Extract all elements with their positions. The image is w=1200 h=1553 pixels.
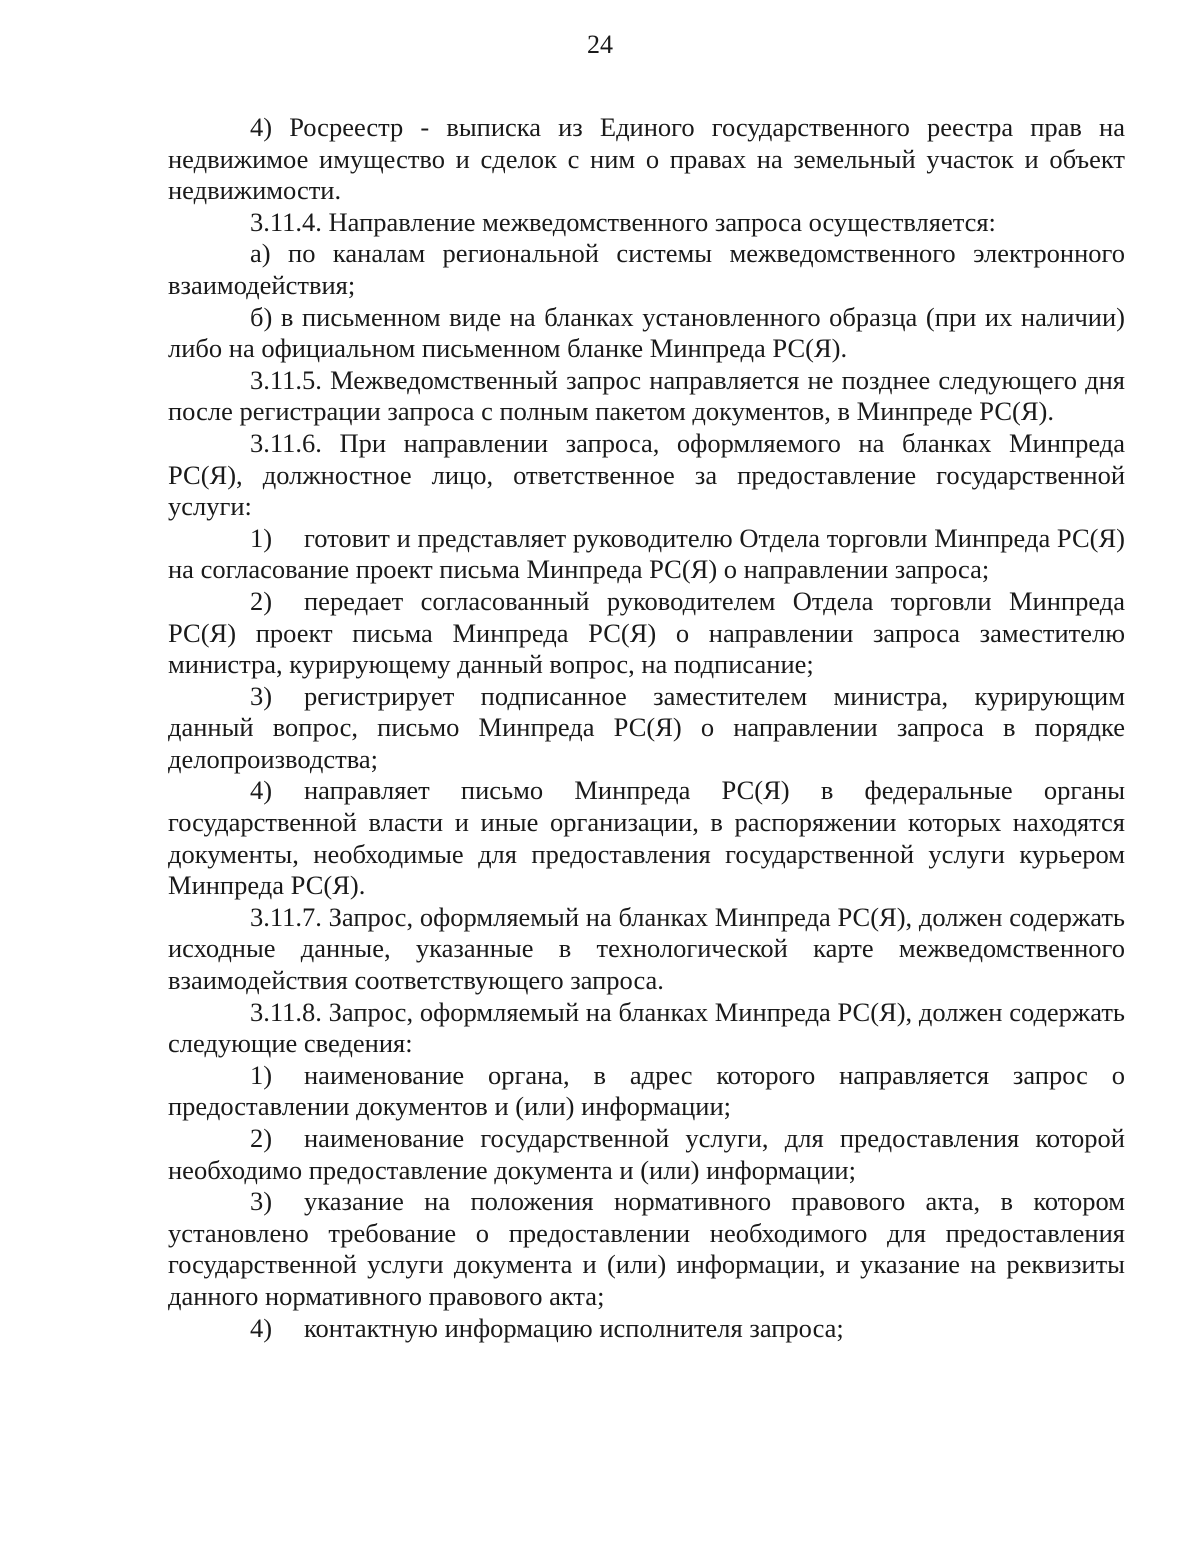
list-item bbox=[168, 1313, 1125, 1345]
paragraph-text: б) в письменном виде на бланках установленного образца (при их наличии) либо на официальном письменном бланке Минпреда РС(Я). bbox=[168, 301, 1125, 364]
paragraph-text: 4) Росреестр - выписка из Единого государственного реестра прав на недвижимое имущество и сделок с ним о правах на земельный участок и объект недвижимости. bbox=[168, 112, 1125, 206]
paragraph bbox=[168, 365, 1125, 428]
paragraph bbox=[168, 902, 1125, 997]
list-item bbox=[168, 523, 1125, 586]
paragraph-text: 3.11.5. Межведомственный запрос направляется не позднее следующего дня после регистрации запроса с полным пакетом документов, в Минпреде РС(Я). bbox=[168, 364, 1125, 427]
list-item bbox=[168, 1060, 1125, 1123]
list-marker: 2) bbox=[250, 585, 273, 616]
list-item-text: наименование государственной услуги, для предоставления которой необходимо предоставление документа и (или) информации; bbox=[168, 1123, 1125, 1185]
paragraph-text: а) по каналам региональной системы межведомственного электронного взаимодействия; bbox=[168, 238, 1125, 300]
list-marker: 3) bbox=[250, 680, 273, 711]
list-item-text: наименование органа, в адрес которого направляется запрос о предоставлении документов и (или) информации; bbox=[168, 1059, 1125, 1122]
paragraph bbox=[168, 302, 1125, 365]
list-marker: 1) bbox=[250, 522, 273, 553]
page-number: 24 bbox=[587, 30, 613, 59]
list-item-text: указание на положения нормативного правового акта, в котором установлено требование о предоставлении необходимого для предоставления государственной услуги документа и (или) информации, и указание на реквизиты данного нормативного правового акта; bbox=[168, 1186, 1125, 1311]
paragraph bbox=[168, 207, 1125, 239]
list-item-text: передает согласованный руководителем Отдела торговли Минпреда РС(Я) проект письма Минпреда РС(Я) о направлении запроса заместителю министра, курирующему данный вопрос, на подписание; bbox=[168, 585, 1125, 680]
list-item-text: контактную информацию исполнителя запроса; bbox=[304, 1312, 844, 1343]
list-item-text: направляет письмо Минпреда РС(Я) в федеральные органы государственной власти и иные организации, в распоряжении которых находятся документы, необходимые для предоставления государственной услуги курьером Минпреда РС(Я). bbox=[168, 775, 1125, 901]
paragraph bbox=[168, 112, 1125, 207]
list-item bbox=[168, 681, 1125, 776]
list-marker: 1) bbox=[250, 1059, 273, 1090]
list-marker: 3) bbox=[250, 1186, 273, 1217]
list-marker: 4) bbox=[250, 1312, 273, 1343]
paragraph bbox=[168, 238, 1125, 301]
paragraph-text: 3.11.7. Запрос, оформляемый на бланках Минпреда РС(Я), должен содержать исходные данные, указанные в технологической карте межведомственного взаимодействия соответствующего запроса. bbox=[168, 901, 1125, 996]
list-item-text: регистрирует подписанное заместителем министра, курирующим данный вопрос, письмо Минпреда РС(Я) о направлении запроса в порядке делопроизводства; bbox=[168, 680, 1125, 774]
paragraph bbox=[168, 997, 1125, 1060]
paragraph bbox=[168, 428, 1125, 523]
list-item bbox=[168, 1186, 1125, 1312]
paragraph-text: 3.11.8. Запрос, оформляемый на бланках Минпреда РС(Я), должен содержать следующие сведения: bbox=[168, 996, 1125, 1059]
list-marker: 4) bbox=[250, 775, 273, 806]
list-marker: 2) bbox=[250, 1123, 273, 1153]
paragraph-text: 3.11.6. При направлении запроса, оформляемого на бланках Минпреда РС(Я), должностное лицо, ответственное за предоставление государственной услуги: bbox=[168, 427, 1125, 522]
list-item bbox=[168, 586, 1125, 681]
list-item bbox=[168, 775, 1125, 901]
list-item bbox=[168, 1123, 1125, 1186]
document-body bbox=[168, 112, 1125, 1344]
paragraph-text: 3.11.4. Направление межведомственного запроса осуществляется: bbox=[250, 206, 996, 237]
list-item-text: готовит и представляет руководителю Отдела торговли Минпреда РС(Я) на согласование проект письма Минпреда РС(Я) о направлении запроса; bbox=[168, 522, 1125, 585]
